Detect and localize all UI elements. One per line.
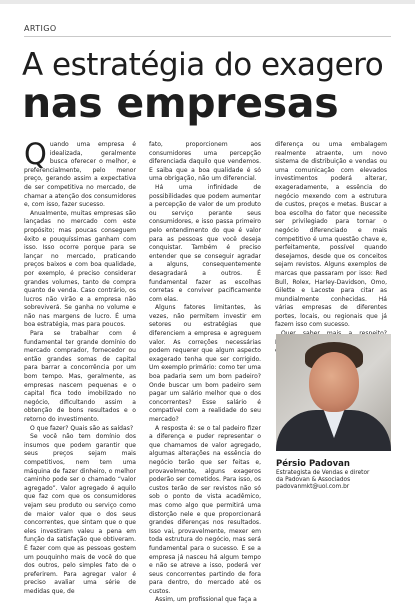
header-divider <box>24 36 391 37</box>
paragraph-text: uando uma empresa é idealizada, geralmente busca oferecer o melhor, e preferencialmente, pelo menor preço, gerando assim a expectativa de ser competitiva no mercado, de chamar a atenção dos consumidores e, com isso, fazer sucesso. <box>24 141 136 209</box>
section-label: ARTIGO <box>24 24 57 33</box>
paragraph: O que fazer? Quais são as saídas? <box>30 424 134 432</box>
paragraph: Alguns fatores limitantes, às vezes, não permitem investir em setores ou estratégias que diferenciem a empresa e agreguem valor. As correções necessárias podem requerer que algum aspecto exagerado tenha que ser corrigido. Um exemplo primário: como ter uma boa padaria sem um bom padeiro? Onde buscar um bom padeiro sem pagar um salário melhor que o dos concorrentes? Esse salário é compatível com a realidade do seu mercado? <box>149 304 261 423</box>
top-band <box>0 0 415 4</box>
article-column-2 <box>149 141 261 605</box>
paragraph: A resposta é: se o tal padeiro fizer a diferença e puder representar o que chamamos de valor agregado, algumas alterações na essência do negócio terão que ser feitas e, provavelmente, alguns exageros poderão ser cometidos. Para isso, os custos terão de ser revistos não só sob o ponto de vista acadêmico, mas como algo que permitirá uma distorção nele e que proporcionará grandes diferenças nos resultados. Isso vai, provavelmente, mexer em toda estrutura do negócio, mas será fundamental para o sucesso. E se a empresa já nasceu há algum tempo e não se atreve a isso, poderá ver seus concorrentes partindo de fora para dentro, do mercado até os custos. <box>149 424 261 595</box>
author-name: Pérsio Padovan <box>276 459 350 469</box>
paragraph: Há uma infinidade de possibilidades que podem aumentar a percepção de valor de um produto ou serviço perante seus consumidores, e isso passa primeiro pelo entendimento do que é valor para as pessoas que você deseja conquistar. Também é preciso entender que se conseguir agradar a alguns, consequentemente desagradará a outros. É fundamental fazer as escolhas corretas e conviver pacificamente com elas. <box>149 183 261 303</box>
author-role: Estrategista de Vendas e diretor <box>276 470 370 476</box>
drop-cap: Q <box>24 137 47 171</box>
paragraph: fato, proporcionem aos consumidores uma percepção diferenciada daquilo que vendemos. E saiba que a boa qualidade é só uma obrigação, não um diferencial. <box>149 141 261 183</box>
paragraph: Assim, um profissional que faça a <box>155 596 257 604</box>
author-company: da Padovan & Associados <box>276 477 351 484</box>
author-face <box>309 352 359 412</box>
headline-line-2: nas empresas <box>22 79 339 127</box>
article-column-1 <box>24 137 136 596</box>
paragraph: Para se trabalhar com é fundamental ter grande domínio do mercado comprador, fornecedor ou então grandes somas de capital para barrar a concorrência por um bom tempo. Mas, geralmente, as empresas nascem pequenas e o capital fica todo imobilizado no negócio, dificultando assim a obtenção de bons resultados e o retorno do investimento. <box>24 330 136 423</box>
paragraph: Se você não tem domínio dos insumos que podem garantir que seus preços sejam mais competitivos, nem tem uma máquina de fazer dinheiro, o melhor caminho pode ser o chamado “valor agregado”. Valor agregado é aquilo que faz com que os consumidores vejam seu produto ou serviço como de maior valor que o dos seus concorrentes, que sintam que o que eles investiram valeu a pena em função da satisfação que obtiveram. É fazer com que as pessoas gostem um pouquinho mais de você do que dos outros, pelo simples fato de o preferirem. Para agregar valor é preciso avaliar uma série de medidas que, de <box>24 433 136 595</box>
paragraph: diferença ou uma embalagem realmente atraente, um novo sistema de distribuição e vendas ou uma comunicação com elevados investimentos poderá alterar, exageradamente, a essência do negócio mexendo com a estrutura de custos, preços e metas. Buscar a boa escolha do fator que necessite ser privilegiado para tornar o negócio diferenciado e mais competitivo é uma questão chave e, perfeitamente, possível quando desejamos, desde que os conceitos sejam revistos. Alguns exemplos de marcas que passaram por isso: Red Bull, Rolex, Harley-Davidson, Omo, Gilette e Lacoste para citar as mundialmente conhecidas. Há várias empresas de diferentes portes, locais, ou regionais que já fazem isso com sucesso. <box>275 141 387 329</box>
paragraph <box>24 137 136 210</box>
article-column-3 <box>275 141 387 356</box>
headline-line-1: A estratégia do exagero <box>22 47 384 83</box>
author-info <box>276 470 396 492</box>
author-photo <box>276 334 391 451</box>
author-email: padovanmkt@uol.com.br <box>276 484 350 491</box>
paragraph: Anualmente, muitas empresas são lançadas no mercado com este propósito; mas poucas conseguem êxito e pouquíssimas ganham com isso. Isso ocorre porque para se lançar no mercado, praticando preços baixos e com boa qualidade, por exemplo, é preciso considerar grandes volumes, tanto de compra quanto de venda. Caso contrário, os lucros não virão e a empresa não sobreviverá. Se ganha no volume e não nas margens de lucro. É uma boa estratégia, mas para poucos. <box>24 209 136 329</box>
